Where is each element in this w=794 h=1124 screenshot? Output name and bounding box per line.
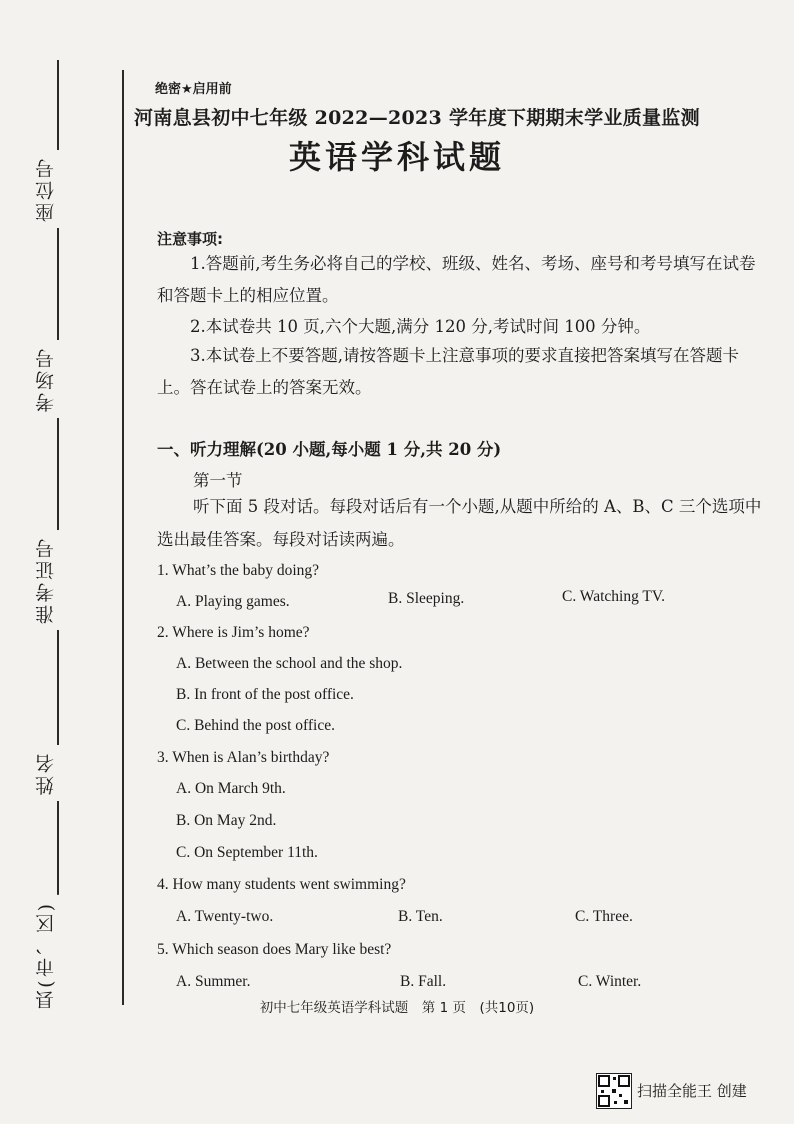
question-option: C. Behind the post office. — [176, 717, 335, 734]
name-label: 姓名 — [26, 745, 66, 801]
question-option: B. Ten. — [398, 908, 443, 925]
fold-line — [122, 70, 124, 1005]
question-option: B. On May 2nd. — [176, 812, 277, 829]
question-stem: 3. When is Alan’s birthday? — [157, 749, 330, 766]
subsection-title: 第一节 — [193, 471, 243, 490]
question-option: B. Sleeping. — [388, 590, 465, 607]
question-option: A. Summer. — [176, 973, 251, 990]
question-option: A. Twenty-two. — [176, 908, 274, 925]
question-option: C. On September 11th. — [176, 844, 318, 861]
question-option: A. Between the school and the shop. — [176, 655, 403, 672]
question-option: C. Watching TV. — [562, 588, 665, 605]
admission-number-label: 准考证号 — [26, 530, 66, 630]
secret-mark: 绝密★启用前 — [155, 82, 232, 97]
question-option: C. Winter. — [578, 973, 642, 990]
qr-code-icon — [596, 1073, 632, 1109]
notice-item-3: 3.本试卷上不要答题,请按答题卡上注意事项的要求直接把答案填写在答题卡上。答在试卷上的答案无效。 — [157, 346, 739, 397]
question-stem: 2. Where is Jim’s home? — [157, 624, 310, 641]
question-option: B. Fall. — [400, 973, 447, 990]
scanner-watermark: 扫描全能王 创建 — [637, 1082, 747, 1100]
notice-item-2: 2.本试卷共 10 页,六个大题,满分 120 分,考试时间 100 分钟。 — [190, 317, 651, 336]
exam-title: 河南息县初中七年级 2022—2023 学年度下期期末学业质量监测 — [134, 107, 700, 129]
notice-heading: 注意事项: — [157, 230, 223, 248]
question-stem: 4. How many students went swimming? — [157, 876, 406, 893]
page-footer: 初中七年级英语学科试题 第 1 页 (共10页) — [259, 1000, 535, 1016]
section-heading: 一、听力理解(20 小题,每小题 1 分,共 20 分) — [157, 440, 502, 459]
section-instructions: 听下面 5 段对话。每段对话后有一个小题,从题中所给的 A、B、C 三个选项中选出最佳答案。每段对话读两遍。 — [157, 497, 762, 549]
question-option: C. Three. — [575, 908, 633, 925]
question-stem: 5. Which season does Mary like best? — [157, 941, 392, 958]
seat-number-label: 座位号 — [26, 150, 66, 228]
question-option: A. Playing games. — [176, 593, 290, 610]
notice-item-1: 1.答题前,考生务必将自己的学校、班级、姓名、考场、座号和考号填写在试卷和答题卡上的相应位置。 — [157, 254, 756, 305]
subject-title: 英语学科试题 — [288, 138, 505, 176]
question-stem: 1. What’s the baby doing? — [157, 562, 320, 579]
question-option: B. In front of the post office. — [176, 686, 354, 703]
county-label: 县(市、区) — [26, 895, 66, 1016]
question-option: A. On March 9th. — [176, 780, 286, 797]
exam-room-label: 考场号 — [26, 340, 66, 418]
